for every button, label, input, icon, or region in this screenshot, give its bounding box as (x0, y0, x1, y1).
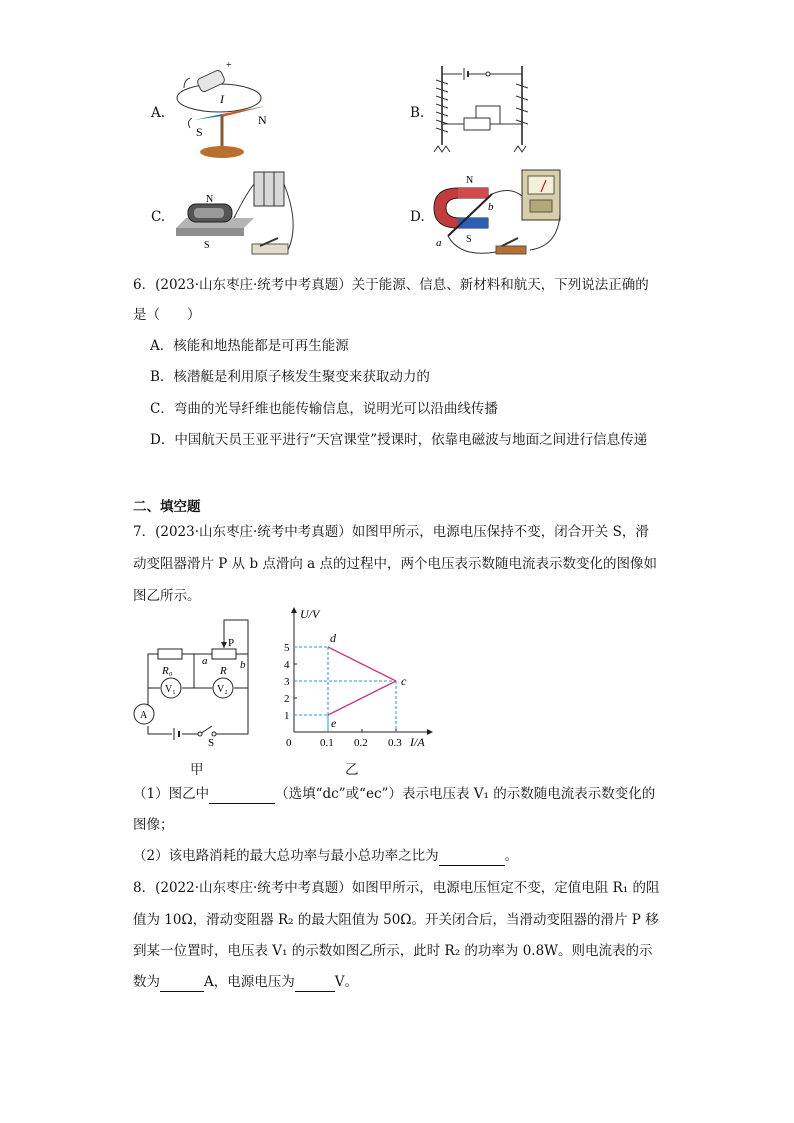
q7-sub2-prefix: （2）该电路消耗的最大总功率与最小总功率之比为 (133, 848, 439, 864)
q6-stem-line2: 是（ ） (133, 307, 201, 323)
ammeter-label: A (140, 710, 148, 721)
q7-line2: 动变阻器滑片 P 从 b 点滑向 a 点的过程中，两个电压表示数随电流表示数变化的图像如 (133, 556, 658, 572)
x-axis-label: I/A (410, 735, 425, 749)
n-label: N (258, 113, 267, 127)
y-axis-label: U/V (300, 607, 320, 621)
r0-label: R₀ (162, 665, 173, 677)
answer-blank-1[interactable] (209, 787, 275, 804)
y-tick-label: 2 (284, 693, 290, 705)
q7-line3: 图乙所示。 (133, 588, 201, 604)
graph-yi (278, 604, 438, 754)
q6-option-c: C．弯曲的光导纤维也能传输信息，说明光可以沿曲线传播 (150, 401, 498, 417)
q7-sub1-suffix: （选填“dc”或“ec”）表示电压表 V₁ 的示数随电流表示数变化的 (275, 786, 656, 802)
q7-sub2-suffix: 。 (504, 848, 519, 864)
answer-blank-3[interactable] (160, 975, 204, 992)
option-a-label: A. (151, 105, 166, 121)
answer-blank-4[interactable] (295, 975, 335, 992)
option-b-label: B. (410, 105, 425, 121)
plus-label: + (226, 60, 232, 71)
y-tick-label: 4 (284, 659, 290, 671)
answer-blank-2[interactable] (439, 849, 505, 866)
s-label: S (196, 125, 203, 139)
x-tick-label: 0.1 (320, 737, 334, 749)
magnet-s-label: S (466, 234, 472, 245)
x-tick-label: 0 (286, 737, 292, 749)
point-label-c: c (401, 674, 407, 688)
q8-line4-suffix: V。 (334, 974, 358, 990)
q8-line3: 到某一位置时，电压表 V₁ 的示数如图乙所示，此时 R₂ 的功率为 0.8W。则电流表的示 (133, 943, 653, 959)
section-title: 二、填空题 (133, 499, 201, 515)
q8-line2: 值为 10Ω，滑动变阻器 R₂ 的最大阻值为 50Ω。开关闭合后，当滑动变阻器的滑片 P 移 (133, 912, 659, 928)
y-tick-label: 5 (284, 642, 290, 654)
figure-option-b (430, 60, 540, 162)
q8-line1: 8．(2022·山东枣庄·统考中考真题）如图甲所示，电源电压恒定不变，定值电阻 R₁ 的阻 (133, 880, 660, 896)
y-tick-label: 3 (284, 676, 290, 688)
q8-line4-mid: A，电源电压为 (204, 974, 295, 990)
figure-option-a (174, 56, 269, 164)
caption-yi: 乙 (345, 762, 359, 778)
q7-sub1-prefix: （1）图乙中 (133, 786, 210, 802)
rod-a-label: a (436, 237, 442, 249)
q6-stem-line1: 6．(2023·山东枣庄·统考中考真题）关于能源、信息、新材料和航天，下列说法正确的 (133, 277, 649, 293)
x-tick-label: 0.3 (388, 737, 402, 749)
figure-option-d (430, 166, 565, 261)
figure-option-c (172, 164, 302, 259)
series-line-ec (328, 681, 396, 715)
q8-line4-prefix: 数为 (133, 974, 160, 990)
v2-label: V₂ (217, 684, 228, 695)
magnet-n-label: N (206, 194, 214, 205)
q8-line4 (133, 972, 358, 992)
q7-sub1-line (133, 784, 655, 804)
point-label-d: d (330, 631, 336, 645)
a-label: a (202, 655, 208, 667)
option-c-label: C. (151, 209, 166, 225)
switch-s-label: S (208, 737, 215, 747)
magnet-s-label: S (204, 240, 210, 251)
q6-option-d: D．中国航天员王亚平进行“天宫课堂”授课时，依靠电磁波与地面之间进行信息传递 (150, 432, 648, 448)
magnet-n-label: N (466, 175, 474, 186)
q6-option-b: B．核潜艇是利用原子核发生聚变来获取动力的 (150, 369, 430, 385)
circuit-diagram-jia (130, 612, 270, 747)
series-line-dc (328, 647, 396, 681)
slider-p-label: P (228, 637, 235, 649)
b-label: b (240, 659, 246, 671)
q6-option-a: A．核能和地热能都是可再生能源 (150, 338, 349, 354)
option-d-label: D. (410, 209, 425, 225)
q7-sub2-line (133, 846, 518, 866)
v1-label: V₁ (165, 684, 176, 695)
r-label: R (220, 665, 227, 677)
caption-jia: 甲 (190, 762, 204, 778)
q7-sub1-line2: 图像； (133, 817, 174, 833)
rod-b-label: b (488, 201, 494, 213)
x-tick-label: 0.2 (354, 737, 368, 749)
q7-line1: 7．(2023·山东枣庄·统考中考真题）如图甲所示，电源电压保持不变，闭合开关 S，滑 (133, 524, 649, 540)
y-tick-label: 1 (284, 710, 290, 722)
current-label: I (220, 92, 224, 106)
point-label-e: e (331, 716, 337, 730)
